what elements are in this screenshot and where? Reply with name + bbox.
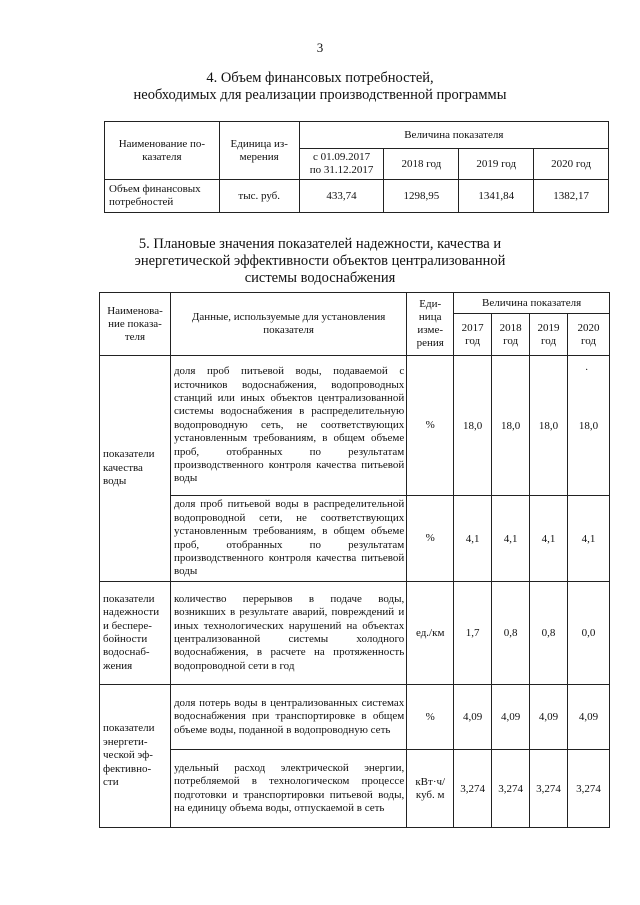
t1-row-value: 1341,84: [459, 180, 534, 213]
indicator-value: 3,274: [568, 750, 610, 828]
section4-title-line2: необходимых для реализации производственной программы: [133, 87, 507, 103]
table-row: [105, 180, 609, 213]
t1-row-value: 433,74: [299, 180, 384, 213]
section5-title: [0, 236, 640, 287]
financial-needs-table: [104, 121, 609, 213]
indicator-unit: кВт·ч/ куб. м: [407, 750, 454, 828]
indicator-value: 3,274: [454, 750, 492, 828]
indicators-table: [99, 292, 610, 828]
t1-header-value: Величина показателя: [299, 122, 608, 149]
indicator-description: доля проб питьевой воды, подаваемой с источников водоснабжения, водопроводных станций или иных объектов централизованной системы водоснабжения в распределительную водопроводную сеть, не соответствующих установленным требованиям, в общем объеме проб, отобранных по результатам производственного контроля качества питьевой воды: [170, 356, 406, 496]
indicator-value: 0,8: [530, 582, 568, 685]
section4-title-line1: 4. Объем финансовых потребностей,: [206, 70, 434, 86]
t1-header-name: Наименование по- казателя: [105, 122, 220, 180]
indicator-value: 18,0: [492, 356, 530, 496]
indicator-value: 3,274: [530, 750, 568, 828]
table-row: [100, 496, 610, 582]
section5-title-line2: энергетической эффективности объектов централизованной: [134, 253, 506, 269]
indicator-value: 4,1: [454, 496, 492, 582]
indicator-value: 4,09: [530, 685, 568, 750]
indicator-value: 4,1: [568, 496, 610, 582]
table-row: [100, 582, 610, 685]
t2-header-year: 2019 год: [530, 314, 568, 356]
table-row: [100, 356, 610, 496]
t1-header-period: с 01.09.2017 по 31.12.2017: [299, 149, 384, 180]
t2-header-year: 2017 год: [454, 314, 492, 356]
indicator-unit: ед./км: [407, 582, 454, 685]
section5-title-line3: системы водоснабжения: [244, 270, 396, 286]
indicator-value: 0,0: [568, 582, 610, 685]
indicator-value: 4,1: [492, 496, 530, 582]
indicator-unit: %: [407, 685, 454, 750]
indicator-value: 1,7: [454, 582, 492, 685]
indicator-energy-efficiency: показатели энергети- ческой эф- фективно- сти: [100, 685, 171, 828]
t1-row-name: Объем финансовых потребностей: [105, 180, 220, 213]
table-row: [100, 685, 610, 750]
indicator-value: 18,0: [454, 356, 492, 496]
indicator-value: 4,09: [492, 685, 530, 750]
t2-header-value: Величина показателя: [454, 293, 610, 314]
indicator-description: удельный расход электрической энергии, потребляемой в технологическом процессе подготовки и транспортировки питьевой воды, на единицу объема воды, отпускаемой в сеть: [170, 750, 406, 828]
t1-header-period: 2018 год: [384, 149, 459, 180]
section5-title-line1: 5. Плановые значения показателей надежности, качества и: [138, 236, 502, 252]
indicator-description: доля проб питьевой воды в распределительной водопроводной сети, не соответствующих установленным требованиям, в общем объеме проб, отобранных по результатам производственного контроля качества питьевой воды: [170, 496, 406, 582]
page-number: 3: [316, 40, 324, 55]
t1-row-value: 1298,95: [384, 180, 459, 213]
t2-header-unit: Еди- ница изме- рения: [407, 293, 454, 356]
section4-title: [0, 70, 640, 104]
table-row: [100, 750, 610, 828]
indicator-description: доля потерь воды в централизованных системах водоснабжения при транспортировке в общем объеме воды, поданной в водопроводную сеть: [170, 685, 406, 750]
indicator-description: количество перерывов в подаче воды, возникших в результате аварий, повреждений и иных технологических нарушений на объектах централизованной системы холодного водоснабжения, в расчете на протяженность водопроводной сети в год: [170, 582, 406, 685]
t2-header-year: 2018 год: [492, 314, 530, 356]
t1-header-period: 2020 год: [534, 149, 609, 180]
indicator-value: 4,09: [568, 685, 610, 750]
t1-header-period: 2019 год: [459, 149, 534, 180]
t1-row-unit: тыс. руб.: [219, 180, 299, 213]
indicator-value: 18,0: [568, 356, 610, 496]
indicator-value: 3,274: [492, 750, 530, 828]
t2-header-name: Наименова- ние показа- теля: [100, 293, 171, 356]
indicator-value: 4,09: [454, 685, 492, 750]
t1-header-unit: Единица из- мерения: [219, 122, 299, 180]
scan-dot-mark: ·: [585, 365, 589, 376]
indicator-value: 0,8: [492, 582, 530, 685]
indicator-value: 18,0: [530, 356, 568, 496]
t1-row-value: 1382,17: [534, 180, 609, 213]
indicator-unit: %: [407, 496, 454, 582]
indicator-water-quality: показатели качества воды: [100, 356, 171, 582]
indicator-value: 4,1: [530, 496, 568, 582]
t2-header-data: Данные, используемые для установления показателя: [170, 293, 406, 356]
indicator-reliability: показатели надежности и беспере- бойности водоснаб- жения: [100, 582, 171, 685]
indicator-unit: %: [407, 356, 454, 496]
t2-header-year: 2020 год: [568, 314, 610, 356]
